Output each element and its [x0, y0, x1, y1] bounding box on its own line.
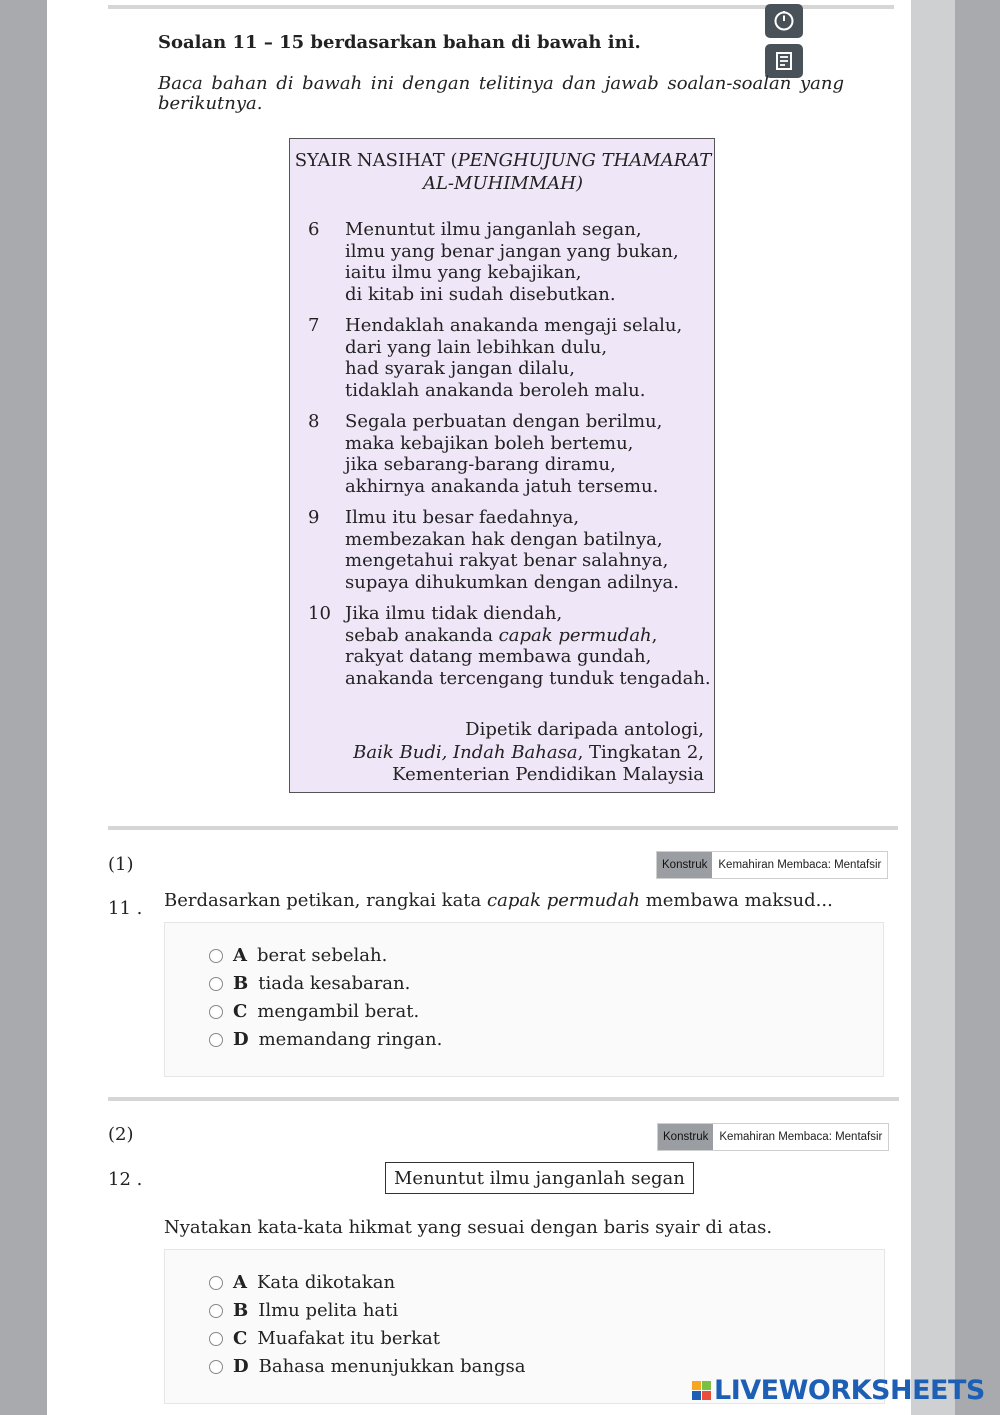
question-index: (2) — [108, 1124, 134, 1145]
radio-button[interactable] — [209, 1360, 223, 1374]
stanza-line: anakanda tercengang tunduk tengadah. — [345, 667, 711, 689]
stanza-lines — [345, 507, 679, 593]
answer-option-a[interactable] — [209, 945, 387, 966]
option-letter: B — [233, 973, 249, 994]
clock-icon — [773, 10, 795, 32]
stanza-line: ilmu yang benar jangan yang bukan, — [345, 240, 679, 262]
option-letter: D — [233, 1356, 249, 1377]
option-text: Muafakat itu berkat — [257, 1328, 441, 1349]
logo-text: LIVEWORKSHEETS — [714, 1375, 985, 1406]
radio-button[interactable] — [209, 1005, 223, 1019]
option-text: Kata dikotakan — [256, 1272, 396, 1293]
option-letter: D — [233, 1029, 249, 1050]
divider — [108, 826, 898, 830]
stanza-number: 7 — [308, 315, 320, 336]
construct-badge — [656, 851, 888, 879]
stanza-line: Jika ilmu tidak diendah, — [345, 603, 563, 624]
poem-title-line1 — [290, 149, 716, 172]
poem-box — [289, 138, 715, 793]
question-index: (1) — [108, 854, 134, 875]
poem-title-italic: PENGHUJUNG THAMARAT — [457, 150, 712, 171]
stanza-line: iaitu ilmu yang kebajikan, — [345, 262, 582, 283]
badge-value: Kemahiran Membaca: Mentafsir — [712, 852, 887, 878]
liveworksheets-logo — [692, 1375, 985, 1406]
answer-option-b[interactable] — [209, 1300, 398, 1321]
question-text-italic: capak permudah — [487, 890, 640, 911]
divider — [108, 1097, 899, 1101]
option-letter: C — [233, 1328, 248, 1349]
italic-phrase: capak permudah — [498, 624, 652, 646]
stanza-line: Menuntut ilmu janganlah segan, — [345, 219, 642, 240]
timer-button[interactable] — [765, 4, 803, 38]
logo-square — [702, 1391, 711, 1400]
stanza-lines — [345, 411, 662, 497]
radio-button[interactable] — [209, 977, 223, 991]
stanza-line: Hendaklah anakanda mengaji selalu, — [345, 315, 683, 336]
stanza-line: Segala perbuatan dengan berilmu, — [345, 411, 663, 432]
option-text: memandang ringan. — [258, 1029, 443, 1050]
stanza-lines — [345, 219, 679, 305]
source-line3: Kementerian Pendidikan Malaysia — [392, 764, 704, 785]
quoted-line-box: Menuntut ilmu janganlah segan — [385, 1162, 694, 1194]
question-text: Nyatakan kata-kata hikmat yang sesuai dengan baris syair di atas. — [164, 1217, 773, 1238]
stanza-line: maka kebajikan boleh bertemu, — [345, 432, 634, 454]
answer-option-a[interactable] — [209, 1272, 395, 1293]
stanza-line: jika sebarang-barang diramu, — [345, 454, 616, 475]
side-toolbar — [765, 0, 803, 78]
stanza-line: mengetahui rakyat benar salahnya, — [345, 550, 669, 571]
construct-badge — [657, 1123, 889, 1151]
logo-square — [692, 1381, 701, 1390]
badge-key: Konstruk — [658, 1124, 713, 1150]
options-box — [164, 922, 884, 1077]
source-grade: , Tingkatan 2, — [577, 741, 704, 763]
question-text-after: membawa maksud... — [639, 890, 833, 911]
radio-button[interactable] — [209, 1033, 223, 1047]
stanza-line: membezakan hak dengan batilnya, — [345, 528, 663, 550]
stanza-lines — [345, 603, 711, 689]
answer-option-c[interactable] — [209, 1001, 419, 1022]
badge-key: Konstruk — [657, 852, 712, 878]
radio-button[interactable] — [209, 1332, 223, 1346]
answer-option-d[interactable] — [209, 1356, 525, 1377]
stanza-line: tidaklah anakanda beroleh malu. — [345, 379, 646, 401]
option-text: tiada kesabaran. — [258, 973, 411, 994]
stanza-line: had syarak jangan dilalu, — [345, 358, 575, 379]
poem-title-prefix: SYAIR NASIHAT ( — [294, 150, 458, 171]
stanza-number: 9 — [308, 507, 320, 528]
stanza-line: dari yang lain lebihkan dulu, — [345, 336, 608, 358]
answer-option-d[interactable] — [209, 1029, 442, 1050]
right-scroll-area — [911, 0, 955, 1415]
question-text — [164, 890, 833, 911]
stanza-number: 10 — [308, 603, 331, 624]
poem-title — [290, 149, 716, 195]
logo-square — [692, 1391, 701, 1400]
stanza-line: sebab anakanda capak permudah, — [345, 624, 658, 646]
stanza-number: 6 — [308, 219, 320, 240]
source-line1: Dipetik daripada antologi, — [465, 719, 704, 740]
poem-title-line2: AL-MUHIMMAH) — [422, 173, 584, 194]
question-number: 11 . — [108, 898, 143, 919]
logo-mark-icon — [692, 1381, 711, 1400]
option-text: berat sebelah. — [256, 945, 388, 966]
question-number: 12 . — [108, 1169, 143, 1190]
option-letter: A — [233, 1272, 247, 1293]
question-text-before: Berdasarkan petikan, rangkai kata — [164, 890, 487, 911]
stanza-number: 8 — [308, 411, 320, 432]
source-book-title: Baik Budi, Indah Bahasa — [353, 741, 578, 763]
radio-button[interactable] — [209, 1304, 223, 1318]
logo-square — [702, 1381, 711, 1390]
stanza-lines — [345, 315, 682, 401]
stanza-line: Ilmu itu besar faedahnya, — [345, 507, 580, 528]
option-text: Ilmu pelita hati — [258, 1300, 399, 1321]
stanza-line: rakyat datang membawa gundah, — [345, 646, 652, 667]
radio-button[interactable] — [209, 949, 223, 963]
option-letter: B — [233, 1300, 249, 1321]
option-text: Bahasa menunjukkan bangsa — [258, 1356, 526, 1377]
stanza-line: di kitab ini sudah disebutkan. — [345, 283, 616, 305]
poem-source — [353, 719, 704, 787]
source-line2 — [353, 742, 704, 765]
instruction-text: Baca bahan di bawah ini dengan telitinya dan jawab soalan-soalan yang berikutnya. — [158, 73, 844, 114]
stanza-line: supaya dihukumkan dengan adilnya. — [345, 571, 680, 593]
option-letter: C — [233, 1001, 248, 1022]
section-heading: Soalan 11 – 15 berdasarkan bahan di bawah ini. — [158, 32, 641, 53]
answer-option-b[interactable] — [209, 973, 410, 994]
notes-icon — [773, 50, 795, 72]
stanza-line: akhirnya anakanda jatuh tersemu. — [345, 475, 659, 497]
option-text: mengambil berat. — [257, 1001, 420, 1022]
badge-value: Kemahiran Membaca: Mentafsir — [713, 1124, 888, 1150]
option-letter: A — [233, 945, 247, 966]
radio-button[interactable] — [209, 1276, 223, 1290]
answer-option-c[interactable] — [209, 1328, 440, 1349]
